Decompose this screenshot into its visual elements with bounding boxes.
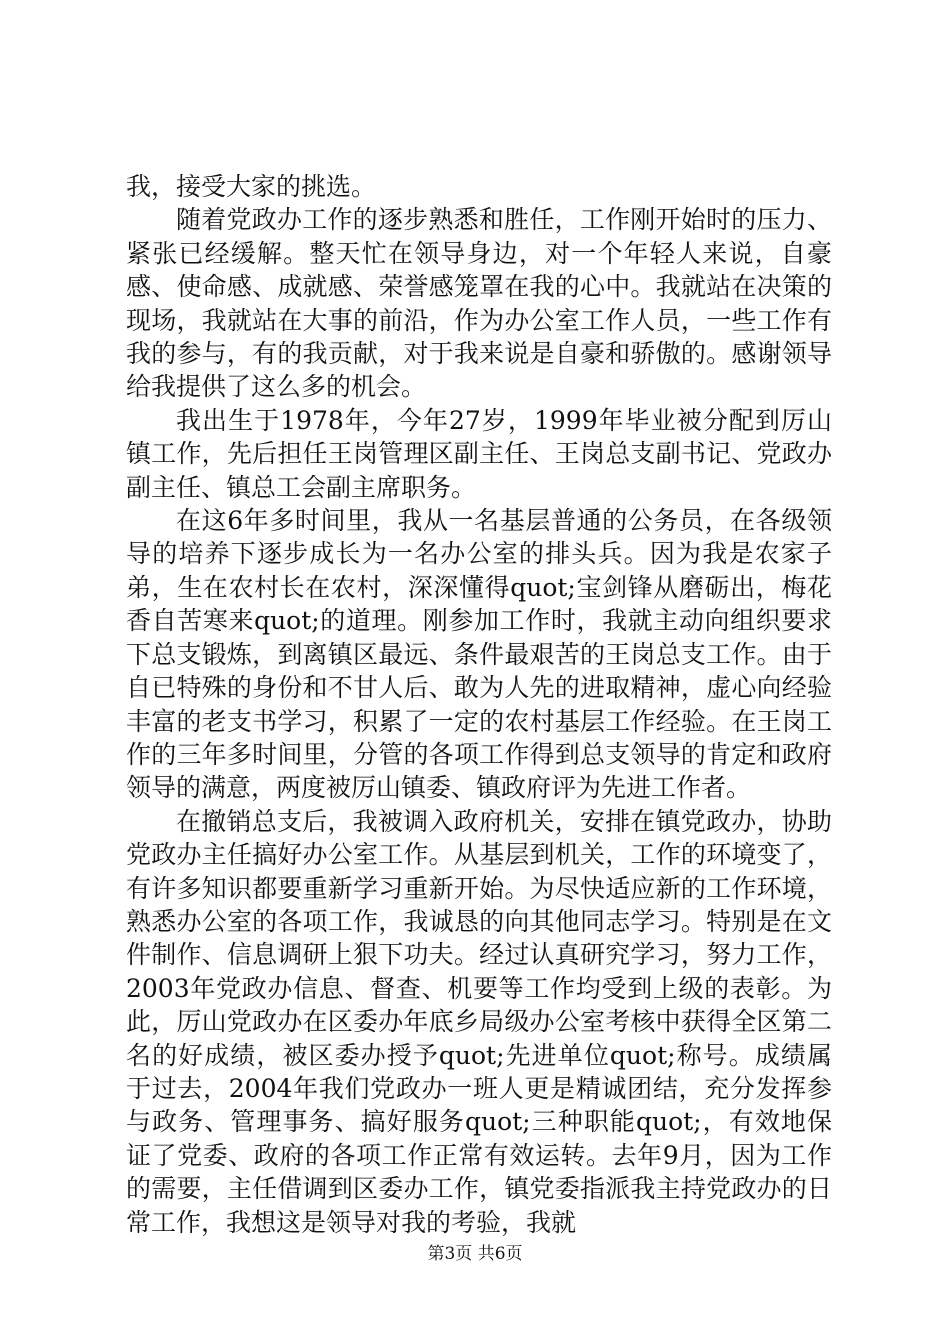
paragraph-4: 在这6年多时间里，我从一名基层普通的公务员，在各级领导的培养下逐步成长为一名办公室的排头兵。因为我是农家子弟，生在农村长在农村，深深懂得quot;宝剑锋从磨砺出，梅花香自苦寒来quot;的道理。刚参加工作时，我就主动向组织要求下总支锻炼，到离镇区最远、条件最艰苦的王岗总支工作。由于自已特殊的身份和不甘人后、敢为人先的进取精神，虚心向经验丰富的老支书学习，积累了一定的农村基层工作经验。在王岗工作的三年多时间里，分管的各项工作得到总支领导的肯定和政府领导的满意，两度被厉山镇委、镇政府评为先进工作者。 bbox=[126, 506, 832, 803]
document-body bbox=[126, 170, 832, 1239]
page-footer: 第3页 共6页 bbox=[427, 1244, 523, 1264]
paragraph-2: 随着党政办工作的逐步熟悉和胜任，工作刚开始时的压力、紧张已经缓解。整天忙在领导身边，对一个年轻人来说，自豪感、使命感、成就感、荣誉感笼罩在我的心中。我就站在决策的现场，我就站在大事的前沿，作为办公室工作人员，一些工作有我的参与，有的我贡献，对于我来说是自豪和骄傲的。感谢领导给我提供了这么多的机会。 bbox=[126, 205, 832, 402]
paragraph-5: 在撤销总支后，我被调入政府机关，安排在镇党政办，协助党政办主任搞好办公室工作。从基层到机关，工作的环境变了，有许多知识都要重新学习重新开始。为尽快适应新的工作环境，熟悉办公室的各项工作，我诚恳的向其他同志学习。特别是在文件制作、信息调研上狠下功夫。经过认真研究学习，努力工作，2003年党政办信息、督查、机要等工作均受到上级的表彰。为此，厉山党政办在区委办年底乡局级办公室考核中获得全区第二名的好成绩，被区委办授予quot;先进单位quot;称号。成绩属于过去，2004年我们党政办一班人更是精诚团结，充分发挥参与政务、管理事务、搞好服务quot;三种职能quot;，有效地保证了党委、政府的各项工作正常有效运转。去年9月，因为工作的需要，主任借调到区委办工作，镇党委指派我主持党政办的日常工作，我想这是领导对我的考验，我就 bbox=[126, 806, 832, 1237]
paragraph-1: 我，接受大家的挑选。 bbox=[126, 172, 377, 201]
paragraph-3: 我出生于1978年，今年27岁，1999年毕业被分配到厉山镇工作，先后担任王岗管理区副主任、王岗总支副书记、党政办副主任、镇总工会副主席职务。 bbox=[126, 405, 832, 502]
